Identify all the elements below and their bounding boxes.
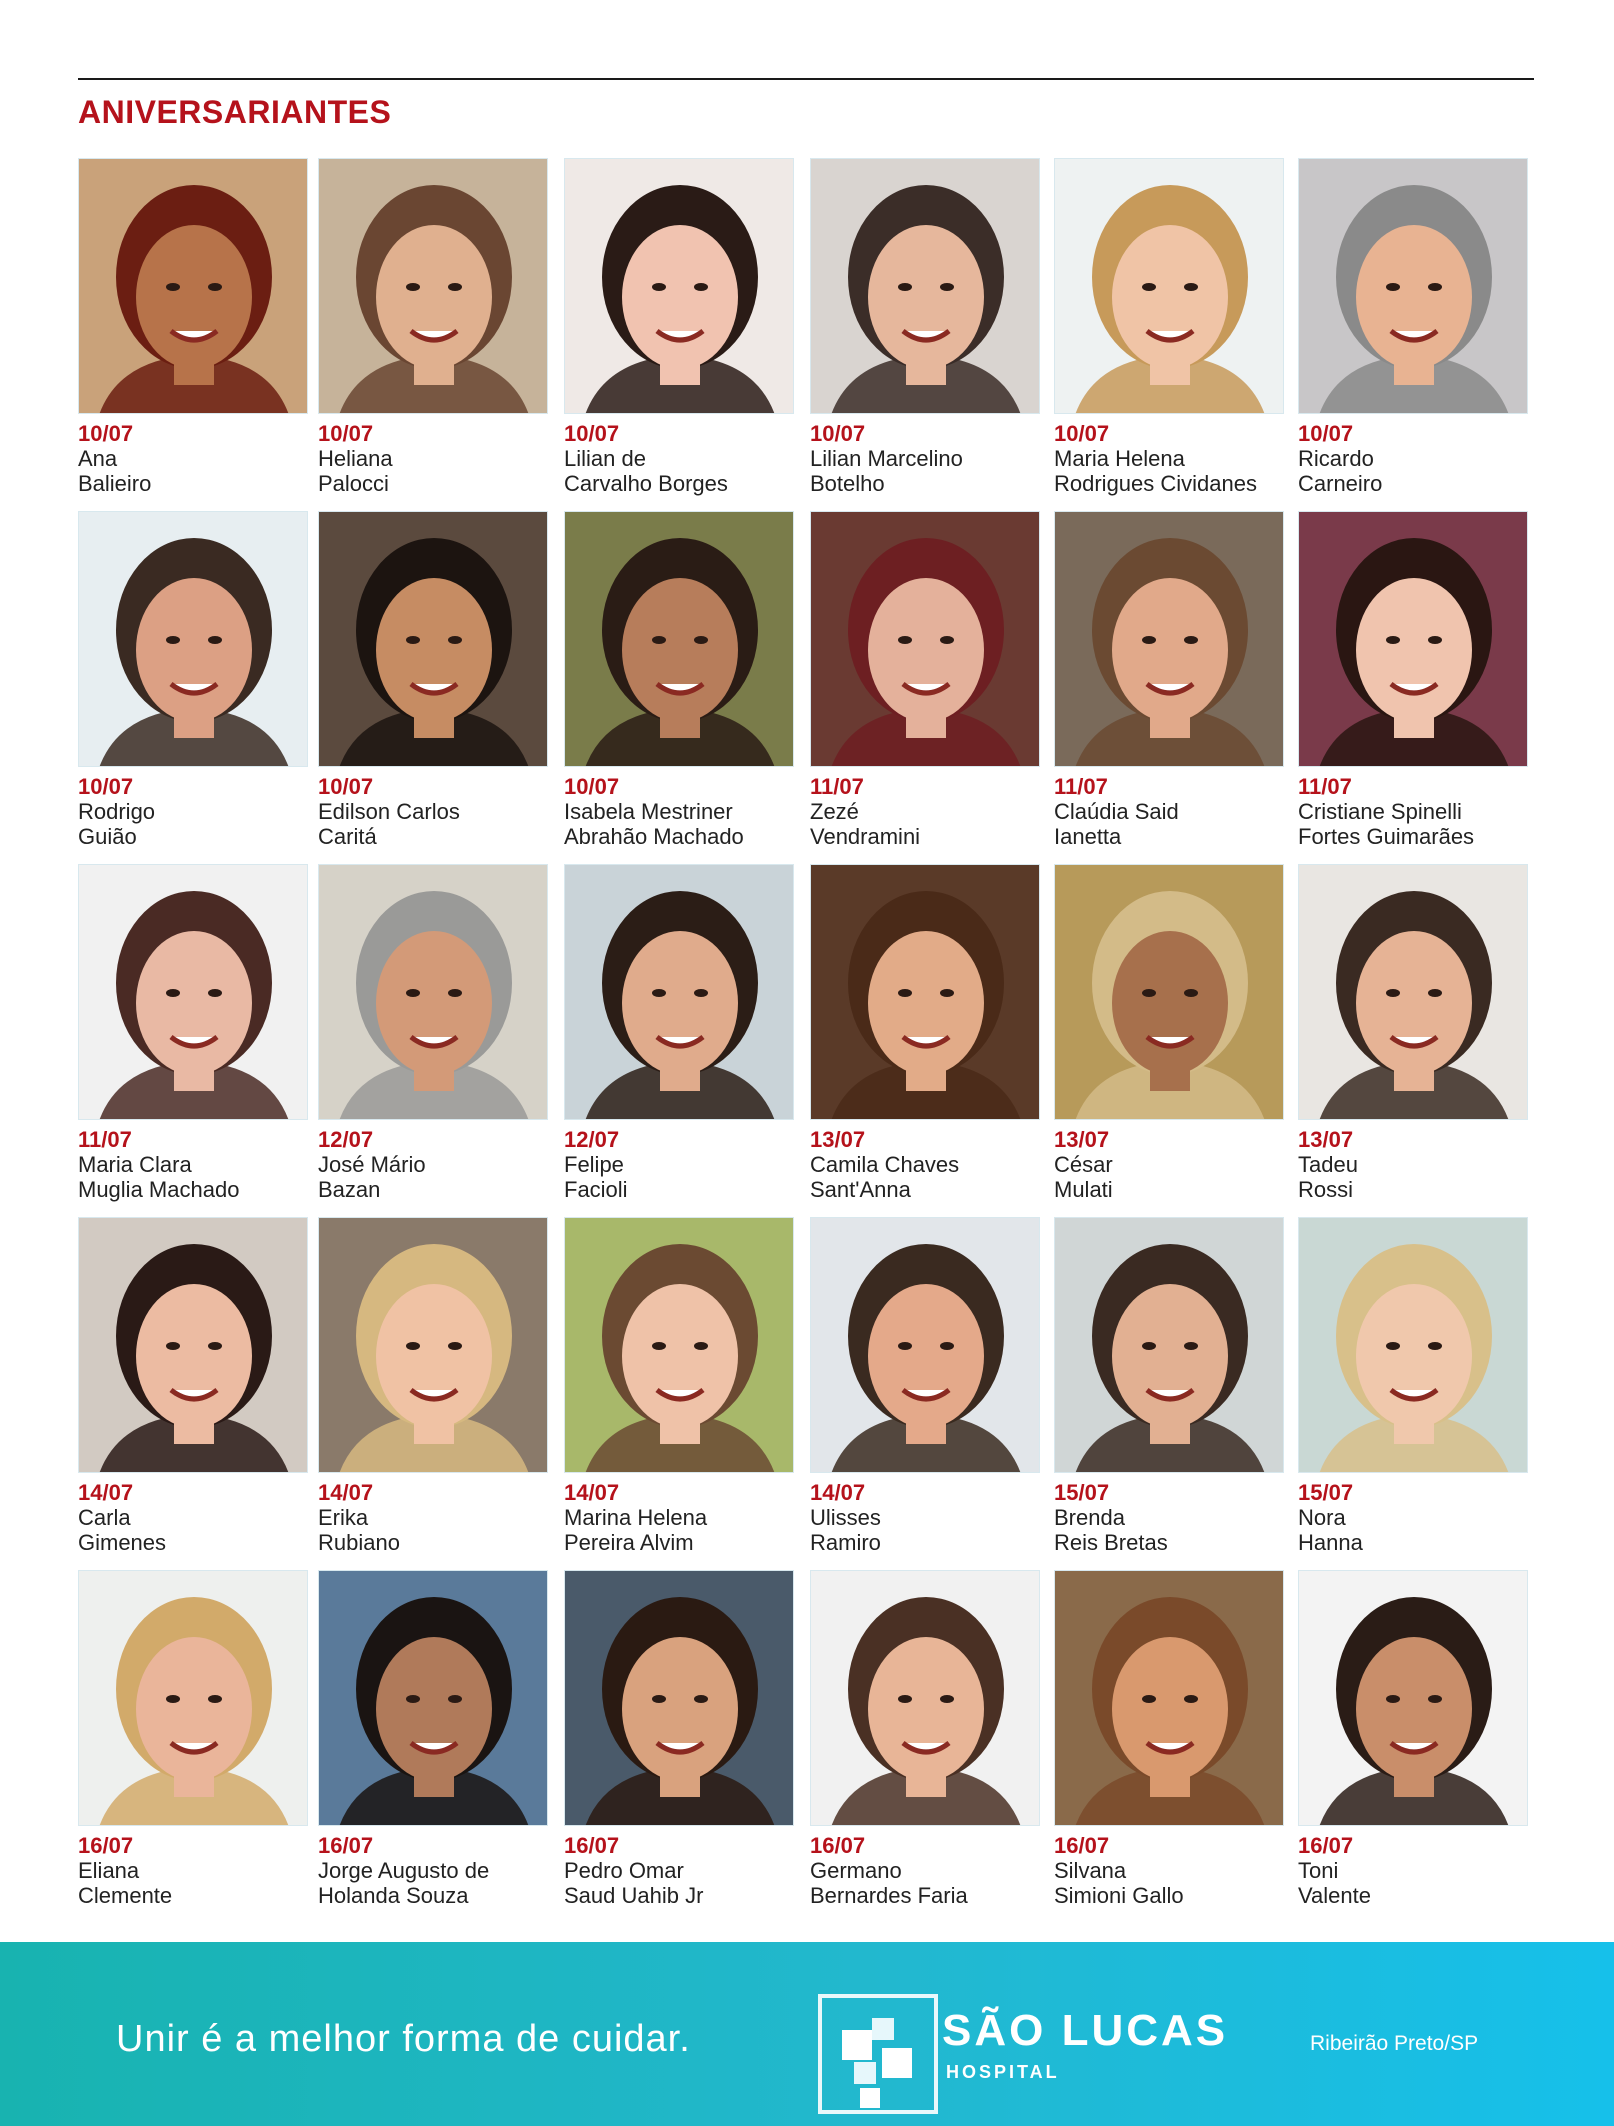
person-photo	[810, 1217, 1040, 1473]
birthday-date: 11/07	[810, 774, 864, 799]
person-name: Isabela Mestriner Abrahão Machado	[564, 799, 744, 849]
birthday-date: 16/07	[1298, 1833, 1354, 1858]
person-photo	[1298, 1217, 1528, 1473]
birthday-date: 16/07	[810, 1833, 866, 1858]
person-name: Cristiane Spinelli Fortes Guimarães	[1298, 799, 1475, 849]
birthday-date: 14/07	[564, 1480, 620, 1505]
person-card	[564, 864, 794, 1202]
person-photo	[564, 511, 794, 767]
person-name: Pedro Omar Saud Uahib Jr	[564, 1858, 704, 1908]
person-photo	[1298, 511, 1528, 767]
birthday-date: 13/07	[1054, 1127, 1110, 1152]
person-photo	[564, 1217, 794, 1473]
person-name: Brenda Reis Bretas	[1054, 1505, 1168, 1555]
person-name: Jorge Augusto de Holanda Souza	[318, 1858, 490, 1908]
birthday-date: 10/07	[564, 421, 620, 446]
birthday-date: 11/07	[78, 1127, 132, 1152]
person-card	[78, 864, 308, 1202]
person-card	[318, 1570, 548, 1908]
birthday-date: 13/07	[1298, 1127, 1354, 1152]
birthday-date: 16/07	[78, 1833, 134, 1858]
person-name: Carla Gimenes	[78, 1505, 167, 1555]
person-photo	[564, 864, 794, 1120]
person-photo	[1054, 1217, 1284, 1473]
person-photo	[1054, 511, 1284, 767]
person-name: Claúdia Said Ianetta	[1054, 799, 1179, 849]
person-photo	[78, 511, 308, 767]
person-card	[810, 1217, 1040, 1555]
person-card	[1054, 158, 1284, 496]
person-photo	[810, 864, 1040, 1120]
birthday-date: 12/07	[564, 1127, 620, 1152]
person-name: Ulisses Ramiro	[810, 1505, 881, 1555]
person-name: Tadeu Rossi	[1298, 1152, 1358, 1202]
person-photo	[810, 1570, 1040, 1826]
person-card	[1298, 158, 1528, 496]
person-card	[318, 158, 548, 496]
birthday-date: 10/07	[78, 421, 134, 446]
person-photo	[1298, 158, 1528, 414]
birthday-date: 13/07	[810, 1127, 866, 1152]
person-card	[1298, 1570, 1528, 1908]
birthday-date: 16/07	[564, 1833, 620, 1858]
birthday-date: 10/07	[1298, 421, 1354, 446]
birthday-date: 10/07	[78, 774, 134, 799]
birthday-date: 11/07	[1298, 774, 1352, 799]
footer-slogan: Unir é a melhor forma de cuidar.	[116, 2018, 691, 2060]
person-photo	[1054, 864, 1284, 1120]
person-card	[564, 1570, 794, 1908]
city-label: Ribeirão Preto/SP	[1310, 2032, 1479, 2055]
person-name: Maria Clara Muglia Machado	[78, 1152, 240, 1202]
birthday-date: 11/07	[1054, 774, 1108, 799]
birthday-date: 16/07	[1054, 1833, 1110, 1858]
birthday-date: 15/07	[1054, 1480, 1110, 1505]
person-card	[318, 511, 548, 849]
birthday-date: 10/07	[318, 774, 374, 799]
birthday-date: 10/07	[1054, 421, 1110, 446]
brand-name: SÃO LUCAS	[942, 2006, 1229, 2055]
person-name: Ricardo Carneiro	[1298, 446, 1383, 496]
birthday-date: 14/07	[318, 1480, 374, 1505]
person-card	[1298, 511, 1528, 849]
person-card	[1298, 1217, 1528, 1555]
person-photo	[1054, 1570, 1284, 1826]
person-photo	[78, 1217, 308, 1473]
hospital-logo-icon	[816, 1992, 940, 2116]
person-card	[564, 158, 794, 496]
person-card	[78, 1217, 308, 1555]
person-name: Lilian Marcelino Botelho	[810, 446, 963, 496]
person-card	[810, 158, 1040, 496]
person-name: Germano Bernardes Faria	[810, 1858, 968, 1908]
person-photo	[78, 158, 308, 414]
person-photo	[318, 864, 548, 1120]
person-card	[78, 158, 308, 496]
person-name: Marina Helena Pereira Alvim	[564, 1505, 708, 1555]
person-name: Erika Rubiano	[318, 1505, 400, 1555]
person-name: Nora Hanna	[1298, 1505, 1363, 1555]
person-name: César Mulati	[1054, 1152, 1113, 1202]
person-card	[810, 511, 1040, 849]
person-name: Toni Valente	[1298, 1858, 1371, 1908]
birthday-date: 10/07	[318, 421, 374, 446]
person-card	[78, 1570, 308, 1908]
person-photo	[318, 1217, 548, 1473]
person-photo	[318, 158, 548, 414]
person-card	[78, 511, 308, 849]
person-photo	[564, 158, 794, 414]
brand-subtitle: HOSPITAL	[946, 2062, 1060, 2082]
person-name: Heliana Palocci	[318, 446, 393, 496]
person-name: Silvana Simioni Gallo	[1054, 1858, 1184, 1908]
birthday-date: 15/07	[1298, 1480, 1354, 1505]
birthday-date: 14/07	[810, 1480, 866, 1505]
person-name: Rodrigo Guião	[78, 799, 156, 849]
person-card	[564, 1217, 794, 1555]
person-name: Felipe Facioli	[564, 1152, 628, 1202]
person-card	[810, 1570, 1040, 1908]
person-card	[810, 864, 1040, 1202]
top-rule	[78, 78, 1534, 80]
person-card	[1054, 1570, 1284, 1908]
person-name: Maria Helena Rodrigues Cividanes	[1054, 446, 1257, 496]
person-photo	[318, 511, 548, 767]
section-title: ANIVERSARIANTES	[78, 94, 392, 130]
person-photo	[1298, 864, 1528, 1120]
person-card	[1298, 864, 1528, 1202]
person-photo	[78, 1570, 308, 1826]
person-name: José Mário Bazan	[318, 1152, 426, 1202]
person-photo	[1298, 1570, 1528, 1826]
person-name: Edilson Carlos Caritá	[318, 799, 460, 849]
birthday-date: 14/07	[78, 1480, 134, 1505]
person-card	[1054, 1217, 1284, 1555]
birthday-date: 10/07	[810, 421, 866, 446]
birthday-date: 12/07	[318, 1127, 374, 1152]
person-photo	[78, 864, 308, 1120]
person-photo	[564, 1570, 794, 1826]
footer-banner	[0, 1942, 1614, 2126]
person-name: Ana Balieiro	[78, 446, 152, 496]
person-name: Eliana Clemente	[78, 1858, 173, 1908]
birthday-date: 10/07	[564, 774, 620, 799]
person-photo	[810, 158, 1040, 414]
person-photo	[318, 1570, 548, 1826]
person-card	[564, 511, 794, 849]
person-card	[1054, 511, 1284, 849]
person-photo	[810, 511, 1040, 767]
person-card	[318, 1217, 548, 1555]
person-name: Lilian de Carvalho Borges	[564, 446, 728, 496]
person-name: Zezé Vendramini	[810, 799, 921, 849]
person-card	[318, 864, 548, 1202]
birthday-date: 16/07	[318, 1833, 374, 1858]
person-name: Camila Chaves Sant'Anna	[810, 1152, 960, 1202]
person-card	[1054, 864, 1284, 1202]
person-photo	[1054, 158, 1284, 414]
